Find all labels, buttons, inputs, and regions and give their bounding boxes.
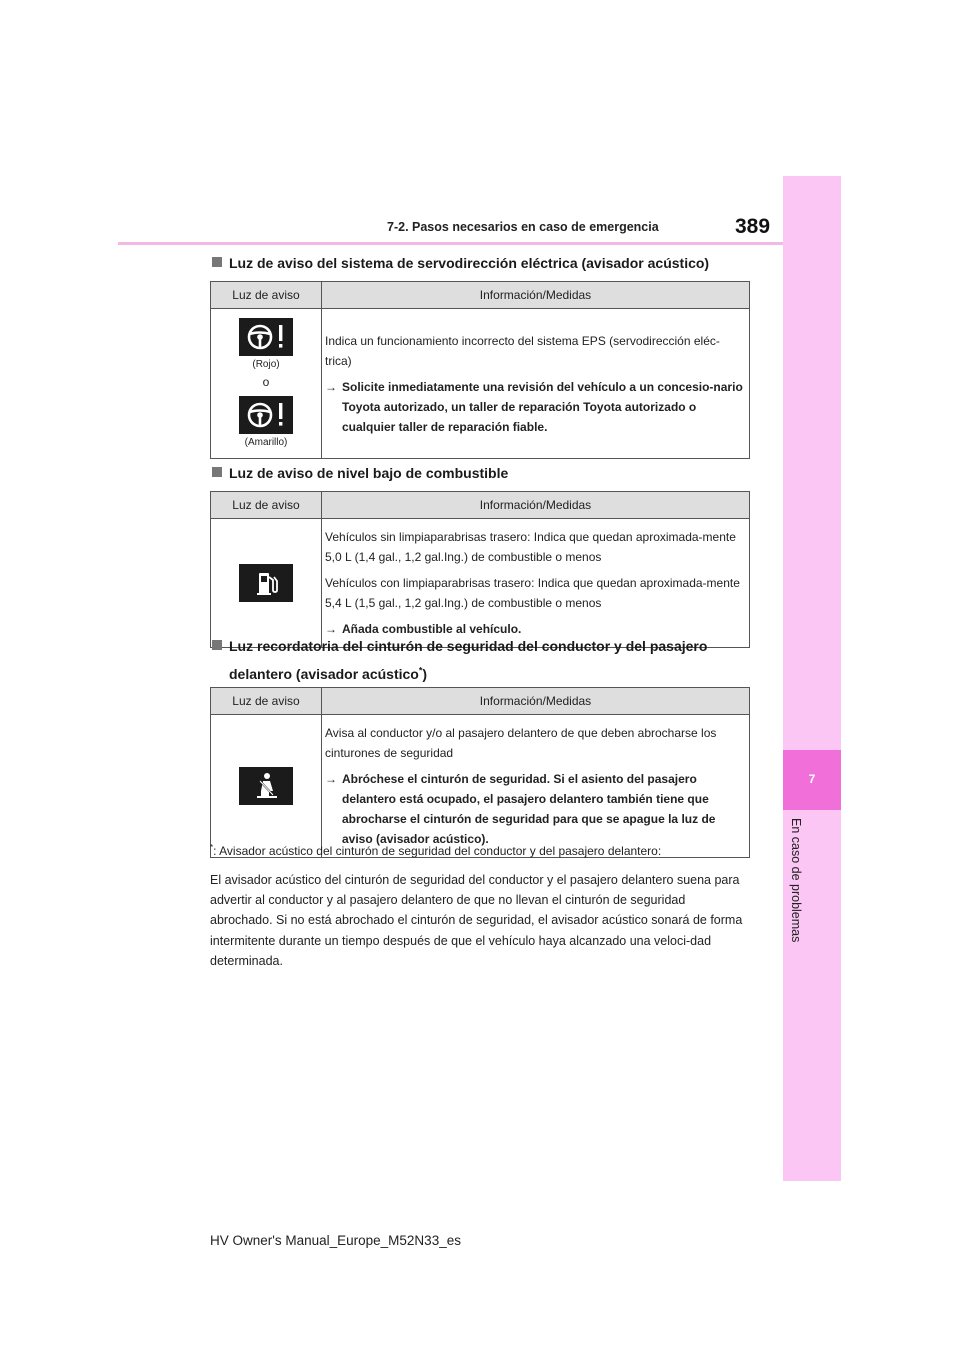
body-paragraph: El avisador acústico del cinturón de seguridad del conductor y el pasajero delantero suena para advertir al conductor y al pasajero delantero de que no llevan el cinturón de seguridad abrochado. Si no está abrochado el cinturón de seguridad, el avisador acústico sonará de forma intermitente durante un tiempo después de que el vehículo haya alcanzado una veloci-dad determinada. xyxy=(210,873,743,968)
seatbelt-warning-table xyxy=(210,687,750,858)
action-text: Abróchese el cinturón de seguridad. Si el asiento del pasajero delantero está ocupado, el pasajero delantero también tiene que abrocharse el cinturón de seguridad para que se apague la luz de aviso (avisador acústico). xyxy=(342,772,716,846)
col-warning-light: Luz de aviso xyxy=(211,282,322,309)
table-header-row xyxy=(211,688,750,715)
table-header-row xyxy=(211,282,750,309)
info-text: Avisa al conductor y/o al pasajero delantero de que deben abrocharse los cinturones de seguridad xyxy=(325,726,717,760)
eps-section-title: Luz de aviso del sistema de servodirección eléctrica (avisador acústico) xyxy=(212,251,709,275)
warning-icon-cell xyxy=(211,519,322,648)
table-row xyxy=(211,715,750,858)
square-bullet-icon xyxy=(212,640,222,650)
square-bullet-icon xyxy=(212,257,222,267)
col-info-measures: Información/Medidas xyxy=(322,282,750,309)
chapter-label: En caso de problemas xyxy=(789,818,803,943)
footnote-text: : Avisador acústico del cinturón de seguridad del conductor y del pasajero delantero: xyxy=(213,844,662,858)
warning-icon-cell xyxy=(211,309,322,459)
fuel-warning-table xyxy=(210,491,750,648)
seatbelt-icon xyxy=(239,767,293,805)
fuel-pump-icon xyxy=(239,564,293,602)
footnote-mark: * xyxy=(418,665,423,675)
footer-manual-id: HV Owner's Manual_Europe_M52N33_es xyxy=(210,1233,461,1248)
col-warning-light: Luz de aviso xyxy=(211,492,322,519)
col-info-measures: Información/Medidas xyxy=(322,688,750,715)
table-row xyxy=(211,519,750,648)
action-item xyxy=(325,769,743,849)
chapter-number: 7 xyxy=(808,772,816,786)
section-title: 7-2. Pasos necesarios en caso de emergencia xyxy=(387,220,659,234)
fuel-section-title: Luz de aviso de nivel bajo de combustible xyxy=(212,461,508,485)
eps-warning-table xyxy=(210,281,750,459)
info-text: Vehículos sin limpiaparabrisas trasero: Indica que quedan aproximada-mente 5,0 L (1,4 gal., 1,2 gal.Ing.) de combustible o menos xyxy=(325,530,736,564)
icon-or-label: o xyxy=(262,374,270,389)
footnote-mark: * xyxy=(210,843,214,852)
col-info-measures: Información/Medidas xyxy=(322,492,750,519)
icon-caption-yellow: (Amarillo) xyxy=(244,436,288,448)
info-cell xyxy=(322,309,750,459)
table-row xyxy=(211,309,750,459)
arrow-icon: → xyxy=(325,622,337,636)
col-warning-light: Luz de aviso xyxy=(211,688,322,715)
seatbelt-section-title: Luz recordatoria del cinturón de seguridad del conductor y del pasajero delantero (avisador acústico*) xyxy=(212,634,707,686)
table-header-row xyxy=(211,492,750,519)
action-item xyxy=(325,377,743,437)
arrow-icon: → xyxy=(325,379,337,394)
info-cell xyxy=(322,715,750,858)
warning-icon-cell xyxy=(211,715,322,858)
page-number: 389 xyxy=(735,215,771,238)
chapter-side-tab xyxy=(783,176,841,1181)
info-text: Vehículos con limpiaparabrisas trasero: Indica que quedan aproximada-mente 5,4 L (1,5 gal., 1,2 gal.Ing.) de combustible o menos xyxy=(325,576,740,610)
icon-caption-red: (Rojo) xyxy=(252,358,280,370)
steering-wheel-warning-icon xyxy=(239,318,293,356)
arrow-icon: → xyxy=(325,772,337,786)
info-text: Indica un funcionamiento incorrecto del sistema EPS (servodirección eléc-trica) xyxy=(325,333,720,368)
steering-wheel-warning-icon xyxy=(239,396,293,434)
chapter-number-box[interactable] xyxy=(783,750,841,810)
action-text: Añada combustible al vehículo. xyxy=(342,622,522,636)
footnote xyxy=(210,843,661,858)
header-rule xyxy=(118,242,783,245)
info-cell xyxy=(322,519,750,648)
square-bullet-icon xyxy=(212,467,222,477)
action-text: Solicite inmediatamente una revisión del vehículo a un concesio-nario Toyota autorizado, un taller de reparación Toyota autorizado o cualquier taller de reparación fiable. xyxy=(342,379,743,434)
